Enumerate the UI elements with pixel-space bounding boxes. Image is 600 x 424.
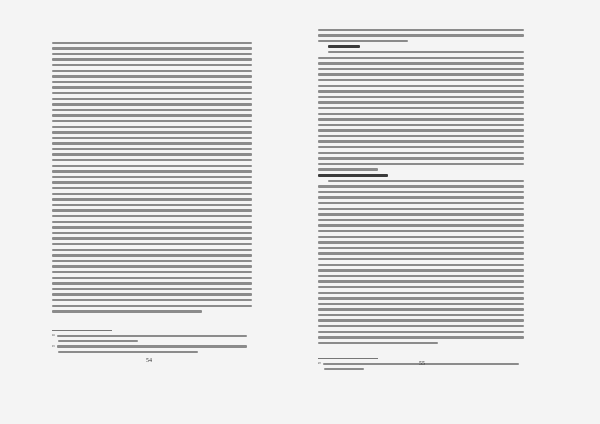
right-page: [300, 0, 600, 424]
footnote-mark: ²⁰: [318, 361, 321, 366]
left-body-text: [52, 40, 252, 323]
footnote-rule: [318, 358, 378, 359]
footnote-rule: [52, 330, 112, 331]
right-body-text: [318, 27, 524, 354]
footnote-mark: ¹⁸: [52, 333, 55, 338]
page-number-right: 55: [419, 361, 425, 367]
footnote-mark: ¹⁹: [52, 343, 55, 349]
page-number-left: 54: [146, 358, 152, 364]
left-footnotes: [52, 333, 252, 355]
